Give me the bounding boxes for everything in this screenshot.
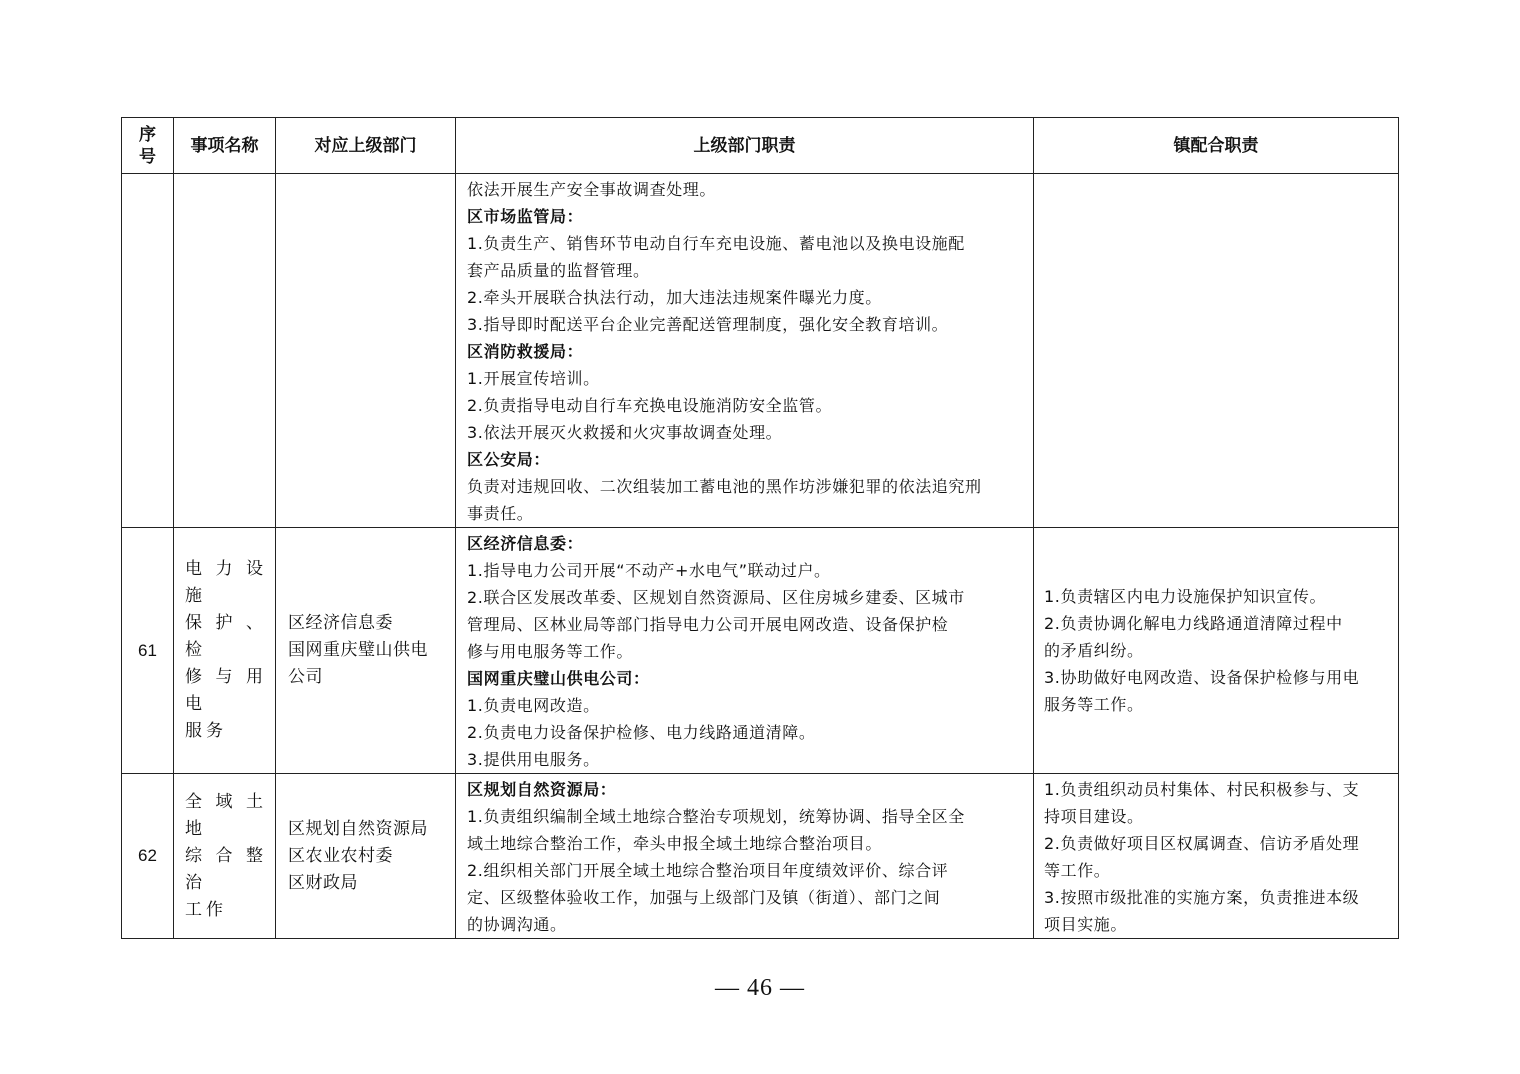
department-heading: 区规划自然资源局： [467,780,617,799]
department-heading: 区市场监管局： [467,207,584,226]
text-line: 修与用电服务等工作。 [467,642,634,661]
header-department-duty: 上级部门职责 [456,118,1034,174]
department-heading: 区公安局： [467,450,551,469]
text-line: 综合整治 [185,845,267,893]
text-line: 3.按照市级批准的实施方案，负责推进本级 [1044,888,1360,907]
cell-seq [122,174,174,528]
text-line: 2.负责做好项目区权属调查、信访矛盾处理 [1044,834,1360,853]
department-heading: 区消防救援局： [467,342,584,361]
text-line: 1.指导电力公司开展“不动产+水电气”联动过户。 [467,561,831,580]
header-department: 对应上级部门 [276,118,456,174]
text-line: 2.负责指导电动自行车充换电设施消防安全监管。 [467,396,833,415]
text-line: 服务 [185,721,227,741]
text-line: 定、区级整体验收工作，加强与上级部门及镇（街道）、部门之间 [467,888,941,907]
text-line: 1.负责电网改造。 [467,696,600,715]
text-line: 区经济信息委 [288,613,393,633]
department-heading: 区经济信息委： [467,534,584,553]
cell-department-duty [456,528,1034,774]
cell-item-name [174,774,276,939]
cell-town-duty [1034,174,1399,528]
text-line: 3.依法开展灭火救援和火灾事故调查处理。 [467,423,783,442]
cell-department-duty [456,174,1034,528]
table-row [122,174,1399,528]
table-header-row [122,118,1399,174]
text-line: 3.指导即时配送平台企业完善配送管理制度，强化安全教育培训。 [467,315,949,334]
cell-item-name [174,174,276,528]
table-row [122,774,1399,939]
text-line: 依法开展生产安全事故调查处理。 [467,180,717,199]
text-line: 2.负责协调化解电力线路通道清障过程中 [1044,614,1343,633]
text-line: 域土地综合整治工作，牵头申报全域土地综合整治项目。 [467,834,883,853]
text-line: 区财政局 [288,872,358,893]
cell-seq: 62 [122,774,174,939]
text-line: 等工作。 [1044,861,1111,880]
cell-department-duty [456,774,1034,939]
text-line: 项目实施。 [1044,915,1128,934]
text-line: 2.联合区发展改革委、区规划自然资源局、区住房城乡建委、区城市 [467,588,965,607]
text-line: 全域土地 [185,791,267,839]
text-line: 2.牵头开展联合执法行动，加大违法违规案件曝光力度。 [467,288,882,307]
text-line: 事责任。 [467,504,534,523]
text-line: 1.负责组织编制全域土地综合整治专项规划，统筹协调、指导全区全 [467,807,965,826]
duty-table [121,117,1399,939]
cell-town-duty [1034,528,1399,774]
text-line: 的矛盾纠纷。 [1044,641,1144,660]
text-line: 负责对违规回收、二次组装加工蓄电池的黑作坊涉嫌犯罪的依法追究刑 [467,477,982,496]
text-line: 修与用电 [185,667,267,714]
text-line: 工作 [185,899,227,920]
page-number: — 46 — [715,975,805,1001]
cell-seq: 61 [122,528,174,774]
table-row [122,528,1399,774]
text-line: 国网重庆璧山供电 [288,640,428,660]
text-line: 电力设施 [185,559,267,606]
header-town-duty: 镇配合职责 [1034,118,1399,174]
text-line: 的协调沟通。 [467,915,567,934]
text-line: 3.协助做好电网改造、设备保护检修与用电 [1044,668,1360,687]
cell-department [276,528,456,774]
header-seq: 序号 [122,118,174,174]
text-line: 1.开展宣传培训。 [467,369,600,388]
department-heading: 国网重庆璧山供电公司： [467,669,650,688]
text-line: 1.负责生产、销售环节电动自行车充电设施、蓄电池以及换电设施配 [467,234,965,253]
text-line: 1.负责辖区内电力设施保护知识宣传。 [1044,587,1327,606]
text-line: 套产品质量的监督管理。 [467,261,650,280]
cell-item-name [174,528,276,774]
text-line: 持项目建设。 [1044,807,1144,826]
text-line: 管理局、区林业局等部门指导电力公司开展电网改造、设备保护检 [467,615,949,634]
cell-department [276,774,456,939]
text-line: 2.负责电力设备保护检修、电力线路通道清障。 [467,723,816,742]
text-line: 公司 [288,667,323,687]
text-line: 服务等工作。 [1044,695,1144,714]
text-line: 区规划自然资源局 [288,818,428,839]
text-line: 2.组织相关部门开展全域土地综合整治项目年度绩效评价、综合评 [467,861,949,880]
text-line: 3.提供用电服务。 [467,750,600,769]
text-line: 1.负责组织动员村集体、村民积极参与、支 [1044,780,1360,799]
text-line: 保护、检 [185,613,267,660]
text-line: 区农业农村委 [288,845,393,866]
header-item-name: 事项名称 [174,118,276,174]
cell-town-duty [1034,774,1399,939]
cell-department [276,174,456,528]
